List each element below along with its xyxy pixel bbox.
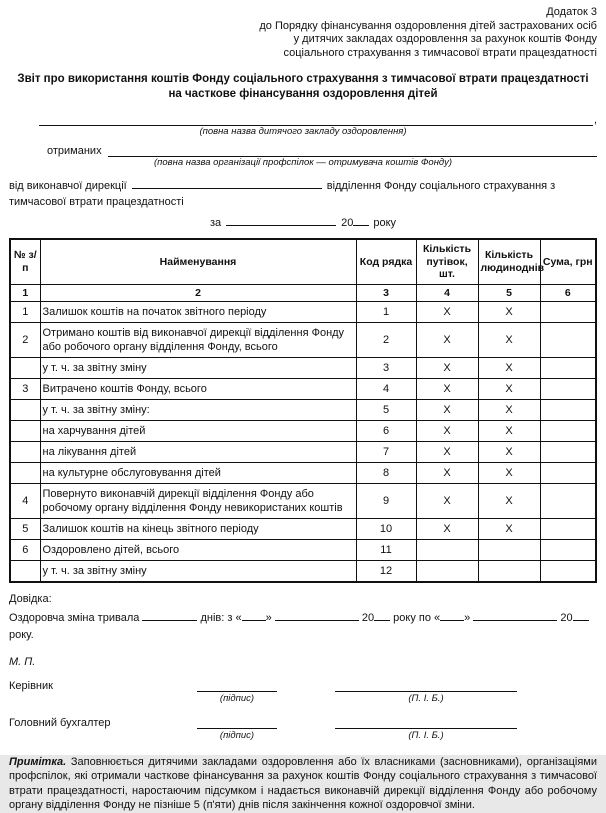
- row-sum-cell: [540, 357, 596, 378]
- stamp-place-label: М. П.: [9, 655, 36, 668]
- row-number-cell: 5: [10, 518, 40, 539]
- row-code-cell: 10: [356, 518, 416, 539]
- appendix-line: соціального страхування з тимчасової втрати працездатності: [283, 46, 597, 59]
- row-number-cell: [10, 420, 40, 441]
- table-row: [10, 560, 596, 582]
- row-vouchers-cell: X: [416, 322, 478, 357]
- row-code-cell: 6: [356, 420, 416, 441]
- director-label: Керівник: [9, 679, 53, 692]
- row-person-days-cell: X: [478, 420, 540, 441]
- column-header-row-number: № з/п: [10, 239, 40, 284]
- row-code-cell: 3: [356, 357, 416, 378]
- row-vouchers-cell: X: [416, 483, 478, 518]
- column-number: 4: [416, 284, 478, 301]
- period-row: [9, 213, 597, 229]
- reference-text: року по «: [393, 611, 441, 624]
- period-year: 20: [341, 217, 354, 229]
- directorate-blank-line: [132, 176, 322, 189]
- period-suffix: року: [373, 217, 397, 229]
- from-directorate-rest: відділення Фонду соціального страхування з тимчасової втрати працездатності: [9, 180, 556, 208]
- row-person-days-cell: X: [478, 462, 540, 483]
- row-number-cell: [10, 399, 40, 420]
- row-person-days-cell: X: [478, 399, 540, 420]
- row-sum-cell: [540, 560, 596, 582]
- row-person-days-cell: X: [478, 357, 540, 378]
- row-number-cell: [10, 357, 40, 378]
- row-code-cell: 11: [356, 539, 416, 560]
- row-code-cell: 8: [356, 462, 416, 483]
- row-person-days-cell: X: [478, 301, 540, 322]
- start-day-blank: [242, 608, 266, 621]
- signature-row-chief-accountant: [9, 711, 597, 742]
- row-sum-cell: [540, 301, 596, 322]
- row-number-cell: 2: [10, 322, 40, 357]
- period-prefix: за: [209, 217, 222, 229]
- trailing-comma: ,: [593, 114, 597, 126]
- row-name-cell: у т. ч. за звітну зміну: [40, 357, 356, 378]
- reference-section: [9, 591, 597, 644]
- row-code-cell: 9: [356, 483, 416, 518]
- row-vouchers-cell: X: [416, 441, 478, 462]
- fullname-caption: (П. І. Б.): [408, 729, 444, 741]
- row-name-cell: на лікування дітей: [40, 441, 356, 462]
- column-number: 5: [478, 284, 540, 301]
- row-person-days-cell: X: [478, 483, 540, 518]
- period-year-blank: [353, 213, 369, 226]
- row-name-cell: Отримано коштів від виконавчої дирекції відділення Фонду або робочого органу відділення Фонду, всього: [40, 322, 356, 357]
- reference-duration-line: [9, 608, 597, 644]
- appendix-line: у дитячих закладах оздоровлення за рахунок коштів Фонду: [293, 33, 597, 45]
- row-name-cell: у т. ч. за звітну зміну: [40, 560, 356, 582]
- reference-text: 20: [361, 611, 375, 624]
- table-row: [10, 483, 596, 518]
- row-sum-cell: [540, 539, 596, 560]
- row-sum-cell: [540, 420, 596, 441]
- row-code-cell: 12: [356, 560, 416, 582]
- footnote-text: Заповнюється дитячими закладами оздоровлення або їх власниками (засновниками), організаціями профспілок, які отримали часткове фінансування за рахунок коштів Фонду соціального страхування з тимчасової втрати працездатності, наростаючим підсумком і надається виконавчій дирекції відділення Фонду або робочому органу відділення Фонду не пізніше 5 (п'яти) днів після закінчення кожної оздоровчої зміни.: [9, 755, 597, 811]
- end-year-blank: [573, 608, 589, 621]
- column-number: 3: [356, 284, 416, 301]
- appendix-header: [9, 6, 597, 60]
- row-name-cell: на харчування дітей: [40, 420, 356, 441]
- column-header-line-code: Код рядка: [356, 239, 416, 284]
- reference-text: року.: [9, 628, 34, 641]
- row-person-days-cell: X: [478, 518, 540, 539]
- union-name-caption: (повна назва організації профспілок — отримувача коштів Фонду): [153, 157, 452, 168]
- row-vouchers-cell: X: [416, 518, 478, 539]
- start-year-blank: [374, 608, 390, 621]
- table-row: [10, 420, 596, 441]
- row-vouchers-cell: X: [416, 357, 478, 378]
- report-title-line2: на часткове фінансування оздоровлення дітей: [168, 88, 438, 100]
- appendix-line: до Порядку фінансування оздоровлення дітей застрахованих осіб: [259, 19, 597, 32]
- footnote-label: Примітка.: [9, 755, 67, 768]
- row-vouchers-cell: X: [416, 378, 478, 399]
- table-row: [10, 399, 596, 420]
- reference-text: »: [265, 611, 272, 624]
- row-person-days-cell: X: [478, 378, 540, 399]
- row-name-cell: Повернуто виконавчій дирекції відділення Фонду або робочому органу відділення Фонду невикористаних коштів: [40, 483, 356, 518]
- table-header-row: [10, 239, 596, 284]
- table-row: [10, 441, 596, 462]
- row-name-cell: Залишок коштів на кінець звітного періоду: [40, 518, 356, 539]
- establishment-name-blank-line: [39, 113, 593, 126]
- table-row: [10, 322, 596, 357]
- row-sum-cell: [540, 378, 596, 399]
- report-table: [9, 238, 597, 583]
- from-directorate-paragraph: [9, 176, 597, 210]
- row-number-cell: [10, 441, 40, 462]
- row-person-days-cell: [478, 539, 540, 560]
- column-header-person-days: Кількість людиноднів: [478, 239, 540, 284]
- row-vouchers-cell: X: [416, 301, 478, 322]
- appendix-number: Додаток 3: [546, 6, 597, 18]
- chief-accountant-fullname-line: [335, 711, 517, 729]
- row-number-cell: 4: [10, 483, 40, 518]
- row-code-cell: 2: [356, 322, 416, 357]
- row-number-cell: 3: [10, 378, 40, 399]
- row-number-cell: 1: [10, 301, 40, 322]
- column-number: 2: [40, 284, 356, 301]
- row-sum-cell: [540, 441, 596, 462]
- days-count-blank: [142, 608, 197, 621]
- row-name-cell: на культурне обслуговування дітей: [40, 462, 356, 483]
- column-header-sum: Сума, грн: [540, 239, 596, 284]
- signature-caption: (підпис): [219, 692, 255, 704]
- report-title: [9, 72, 597, 102]
- row-number-cell: [10, 462, 40, 483]
- row-person-days-cell: X: [478, 322, 540, 357]
- row-vouchers-cell: [416, 539, 478, 560]
- row-vouchers-cell: [416, 560, 478, 582]
- report-title-line1: Звіт про використання коштів Фонду соціального страхування з тимчасової втрати працездатності: [17, 73, 589, 85]
- signature-row-director: [9, 674, 597, 705]
- column-header-name: Найменування: [40, 239, 356, 284]
- end-month-blank: [473, 608, 557, 621]
- received-label: отриманих: [47, 145, 102, 157]
- fullname-caption: (П. І. Б.): [408, 692, 444, 704]
- row-code-cell: 4: [356, 378, 416, 399]
- director-fullname-line: [335, 674, 517, 692]
- union-name-blank-line: [108, 144, 597, 157]
- row-number-cell: [10, 560, 40, 582]
- reference-text: »: [464, 611, 471, 624]
- table-row: [10, 462, 596, 483]
- row-sum-cell: [540, 399, 596, 420]
- row-sum-cell: [540, 518, 596, 539]
- reference-text: днів: з «: [200, 611, 242, 624]
- footnote: [9, 755, 597, 813]
- establishment-name-caption: (повна назва дитячого закладу оздоровлення): [199, 126, 407, 137]
- row-name-cell: Витрачено коштів Фонду, всього: [40, 378, 356, 399]
- row-vouchers-cell: X: [416, 462, 478, 483]
- start-month-blank: [275, 608, 359, 621]
- column-number: 1: [10, 284, 40, 301]
- table-row: [10, 518, 596, 539]
- reference-text: 20: [560, 611, 573, 624]
- table-row: [10, 539, 596, 560]
- reference-heading: Довідка:: [9, 592, 52, 605]
- received-row: [47, 144, 597, 157]
- row-person-days-cell: X: [478, 441, 540, 462]
- column-numbering-row: [10, 284, 596, 301]
- period-blank-line: [226, 213, 336, 226]
- chief-accountant-signature-line: [197, 711, 277, 729]
- row-number-cell: 6: [10, 539, 40, 560]
- establishment-name-row: [39, 113, 597, 126]
- chief-accountant-label: Головний бухгалтер: [9, 716, 111, 729]
- row-name-cell: Залишок коштів на початок звітного періоду: [40, 301, 356, 322]
- column-header-vouchers: Кількість путівок, шт.: [416, 239, 478, 284]
- director-signature-line: [197, 674, 277, 692]
- row-code-cell: 5: [356, 399, 416, 420]
- row-person-days-cell: [478, 560, 540, 582]
- row-name-cell: Оздоровлено дітей, всього: [40, 539, 356, 560]
- row-vouchers-cell: X: [416, 399, 478, 420]
- row-sum-cell: [540, 322, 596, 357]
- reference-text: Оздоровча зміна тривала: [9, 611, 140, 624]
- table-row: [10, 357, 596, 378]
- row-code-cell: 1: [356, 301, 416, 322]
- signature-caption: (підпис): [219, 729, 255, 741]
- column-number: 6: [540, 284, 596, 301]
- end-day-blank: [440, 608, 464, 621]
- row-code-cell: 7: [356, 441, 416, 462]
- row-name-cell: у т. ч. за звітну зміну:: [40, 399, 356, 420]
- row-sum-cell: [540, 462, 596, 483]
- table-row: [10, 378, 596, 399]
- row-vouchers-cell: X: [416, 420, 478, 441]
- from-directorate-label: від виконавчої дирекції: [9, 180, 127, 192]
- row-sum-cell: [540, 483, 596, 518]
- table-row: [10, 301, 596, 322]
